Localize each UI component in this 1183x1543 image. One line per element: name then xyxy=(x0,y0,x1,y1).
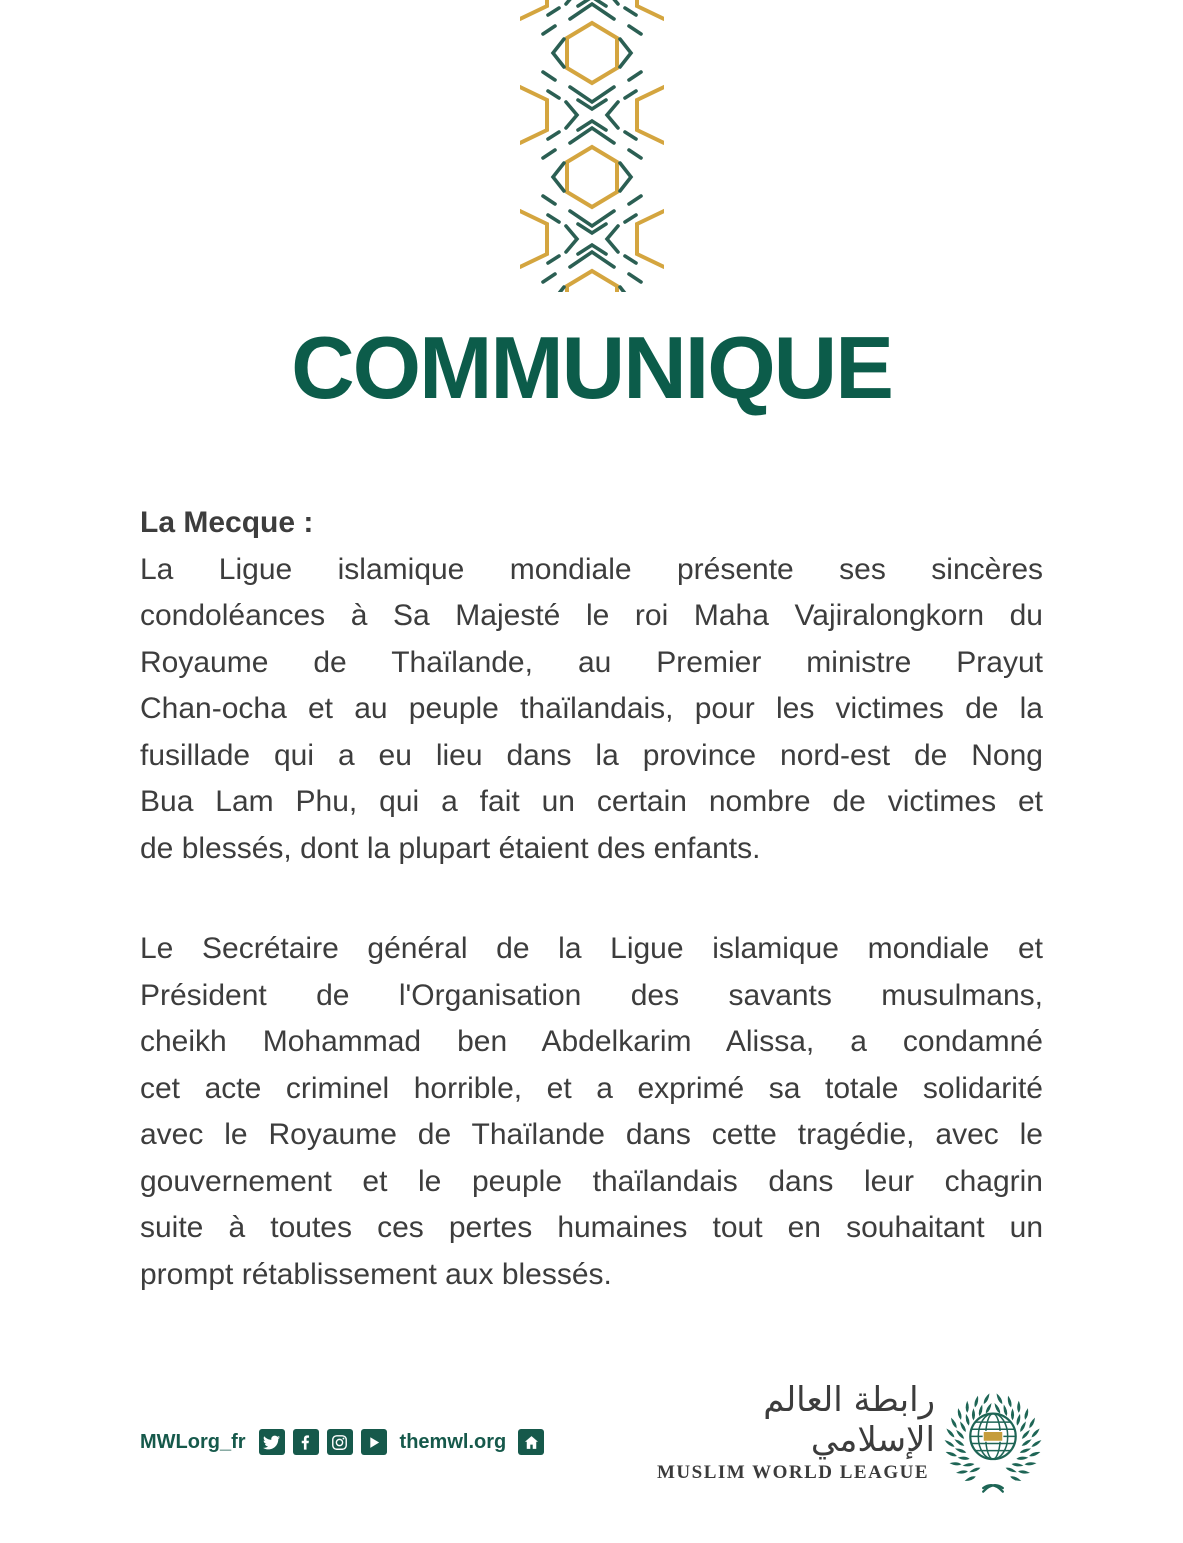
geometric-pattern xyxy=(520,0,664,292)
text-line: Bua Lam Phu, qui a fait un certain nombre de victimes et xyxy=(140,785,1043,818)
twitter-icon xyxy=(263,1434,280,1451)
twitter-handle: MWLorg_fr xyxy=(140,1430,246,1453)
text-line: avec le Royaume de Thaïlande dans cette tragédie, avec le xyxy=(140,1118,1043,1151)
text-line: condoléances à Sa Majesté le roi Maha Vajiralongkorn du xyxy=(140,599,1043,632)
instagram-icon xyxy=(331,1434,348,1451)
text-line: Le Secrétaire général de la Ligue islamique mondiale et xyxy=(140,932,1043,965)
instagram-link[interactable] xyxy=(327,1429,353,1455)
paragraph-2 xyxy=(140,926,1043,1298)
youtube-link[interactable] xyxy=(361,1429,387,1455)
text-line: suite à toutes ces pertes humaines tout en souhaitant un xyxy=(140,1211,1043,1244)
home-icon xyxy=(523,1434,540,1451)
text-line: fusillade qui a eu lieu dans la province nord-est de Nong xyxy=(140,738,1043,772)
text-line: La Ligue islamique mondiale présente ses sincères xyxy=(140,552,1043,586)
text-line: Chan-ocha et au peuple thaïlandais, pour les victimes de la xyxy=(140,692,1043,725)
facebook-icon xyxy=(297,1434,314,1451)
text-line: cheikh Mohammad ben Abdelkarim Alissa, a condamné xyxy=(140,1025,1043,1058)
location-heading: La Mecque : xyxy=(140,506,314,539)
social-bar xyxy=(140,1427,552,1457)
paragraph-1 xyxy=(140,547,1043,873)
website-link[interactable]: themwl.org xyxy=(399,1430,507,1453)
kaaba-band xyxy=(983,1431,1003,1441)
mwl-logo-arabic-calligraphy: رابطة العالم الإسلامي xyxy=(763,1380,935,1460)
mwl-logo-wordmark: MUSLIM WORLD LEAGUE xyxy=(656,1462,929,1483)
facebook-link[interactable] xyxy=(293,1429,319,1455)
home-link[interactable] xyxy=(518,1429,544,1455)
twitter-link[interactable] xyxy=(259,1429,285,1455)
text-line: cet acte criminel horrible, et a exprimé sa totale solidarité xyxy=(140,1071,1043,1105)
communique-body xyxy=(140,500,1043,1298)
mwl-emblem-globe-wreath xyxy=(942,1390,1044,1497)
page-title: COMMUNIQUE xyxy=(291,318,892,417)
text-line: gouvernement et le peuple thaïlandais dans leur chagrin xyxy=(140,1164,1043,1198)
play-icon xyxy=(365,1434,382,1451)
laurel-wreath xyxy=(944,1393,1043,1492)
text-line: Royaume de Thaïlande, au Premier ministre Prayut xyxy=(140,645,1043,679)
text-line: prompt rétablissement aux blessés. xyxy=(140,1257,612,1291)
text-line: Président de l'Organisation des savants musulmans, xyxy=(140,978,1043,1012)
text-line: de blessés, dont la plupart étaient des enfants. xyxy=(140,831,761,865)
globe-icon xyxy=(970,1414,1015,1459)
